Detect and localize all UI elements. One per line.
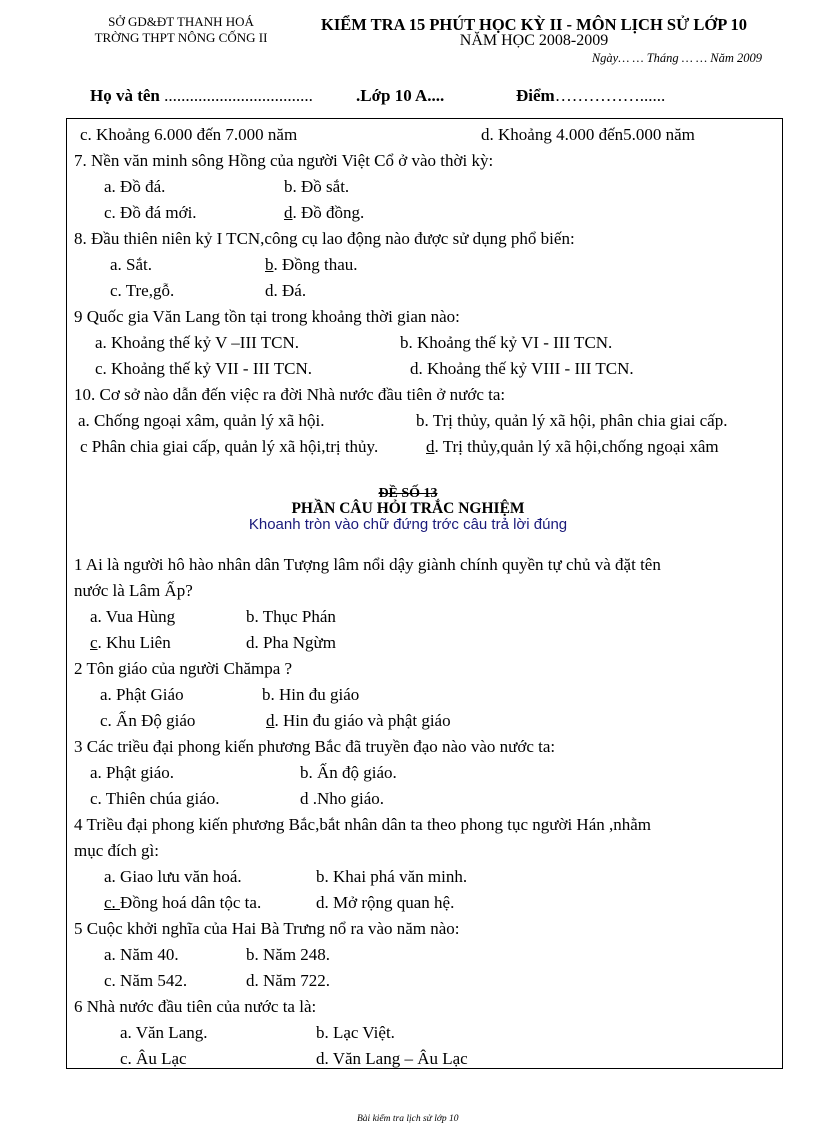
department-name: SỞ GD&ĐT THANH HOÁ xyxy=(108,14,254,29)
answer-option[interactable]: a. Phật giáo. xyxy=(90,763,175,782)
exam-code: ĐỀ SỐ 13 xyxy=(378,486,438,501)
answer-option[interactable]: b. Ấn độ giáo. xyxy=(300,763,397,782)
answer-option[interactable]: b. Năm 248. xyxy=(246,945,331,964)
section-title: PHẦN CÂU HỎI TRẮC NGHIỆM xyxy=(291,500,525,517)
name-field[interactable] xyxy=(90,86,313,106)
question-text: nước là Lâm Ấp? xyxy=(74,581,193,600)
question-text: mục đích gì: xyxy=(74,841,159,860)
answer-option[interactable] xyxy=(284,203,364,223)
question-text: 2 Tôn giáo của người Chămpa ? xyxy=(74,659,293,678)
question-text: 4 Triều đại phong kiến phương Bắc,bắt nhân dân ta theo phong tục người Hán ,nhằm xyxy=(74,815,652,834)
answer-option[interactable]: d. Pha Ngừm xyxy=(246,633,336,652)
answer-option[interactable]: a. Phật Giáo xyxy=(100,685,184,704)
score-field[interactable] xyxy=(516,86,665,106)
answer-text: . Hin đu giáo và phật giáo xyxy=(274,711,451,730)
answer-option[interactable]: c. Âu Lạc xyxy=(120,1049,187,1068)
answer-option[interactable]: d. Khoảng thế kỷ VIII - III TCN. xyxy=(410,359,634,378)
answer-option[interactable]: d. Đá. xyxy=(265,281,307,300)
answer-option[interactable]: a. Vua Hùng xyxy=(90,607,176,626)
answer-option[interactable]: a. Năm 40. xyxy=(104,945,179,964)
answer-option[interactable]: d. Khoảng 4.000 đến5.000 năm xyxy=(481,125,695,144)
answer-option[interactable]: a. Khoảng thế kỷ V –III TCN. xyxy=(95,333,299,352)
name-label: Họ và tên xyxy=(90,86,160,105)
question-text: 9 Quốc gia Văn Lang tồn tại trong khoảng thời gian nào: xyxy=(74,307,460,326)
answer-option[interactable]: c Phân chia giai cấp, quản lý xã hội,trị thủy. xyxy=(80,437,379,456)
page-footer: Bài kiểm tra lịch sử lớp 10 xyxy=(357,1114,459,1124)
answer-text: Đồng hoá dân tộc ta. xyxy=(120,893,262,912)
answer-option[interactable]: c. Thiên chúa giáo. xyxy=(90,789,220,808)
question-text: 8. Đầu thiên niên kỷ I TCN,công cụ lao động nào được sử dụng phổ biến: xyxy=(74,229,575,248)
answer-option[interactable]: b. Khai phá văn minh. xyxy=(316,867,468,886)
school-header xyxy=(66,14,296,46)
answer-option[interactable]: a. Chống ngoại xâm, quản lý xã hội. xyxy=(78,411,325,430)
answer-option[interactable] xyxy=(90,633,171,653)
answer-option[interactable] xyxy=(265,255,358,275)
exam-header xyxy=(300,16,768,49)
answer-option[interactable]: c. Khoảng 6.000 đến 7.000 năm xyxy=(80,125,298,144)
answer-text: . Đồ đồng. xyxy=(292,203,365,222)
answer-option[interactable]: d .Nho giáo. xyxy=(300,789,385,808)
question-text: 5 Cuộc khởi nghĩa của Hai Bà Trưng nổ ra vào năm nào: xyxy=(74,919,460,938)
question-text: 1 Ai là người hô hào nhân dân Tượng lâm nổi dậy giành chính quyền tự chủ và đặt tên xyxy=(74,555,661,574)
exam-date: Ngày… … Tháng … … Năm 2009 xyxy=(591,51,762,65)
answer-letter: d xyxy=(266,711,275,730)
answer-option[interactable]: d. Năm 722. xyxy=(246,971,331,990)
answer-text: . Khu Liên xyxy=(97,633,171,652)
answer-option[interactable] xyxy=(104,893,261,913)
answer-text: . Trị thủy,quản lý xã hội,chống ngoại xâm xyxy=(434,437,719,456)
answer-option[interactable]: b. Khoảng thế kỷ VI - III TCN. xyxy=(400,333,613,352)
answer-letter: c xyxy=(90,633,98,652)
instruction-text: Khoanh tròn vào chữ đứng trớc câu trả lời đúng xyxy=(248,516,568,533)
answer-option[interactable]: b. Lạc Việt. xyxy=(316,1023,395,1042)
answer-option[interactable] xyxy=(266,711,451,731)
answer-option[interactable]: a. Sắt. xyxy=(110,255,153,274)
answer-option[interactable]: b. Hin đu giáo xyxy=(262,685,360,704)
answer-letter: d xyxy=(284,203,293,222)
class-field[interactable]: .Lớp 10 A.... xyxy=(356,86,445,105)
answer-option[interactable]: c. Đồ đá mới. xyxy=(104,203,197,222)
answer-option[interactable]: d. Văn Lang – Âu Lạc xyxy=(316,1049,468,1068)
answer-option[interactable]: b. Thục Phán xyxy=(246,607,336,626)
score-label: Điểm xyxy=(516,86,555,105)
answer-text: . Đồng thau. xyxy=(273,255,358,274)
answer-option[interactable]: c. Khoảng thế kỷ VII - III TCN. xyxy=(95,359,313,378)
answer-option[interactable]: c. Tre,gỗ. xyxy=(110,281,175,300)
answer-option[interactable]: d. Mở rộng quan hệ. xyxy=(316,893,455,912)
answer-option[interactable]: b. Đồ sắt. xyxy=(284,177,350,196)
question-text: 3 Các triều đại phong kiến phương Bắc đã truyền đạo nào vào nước ta: xyxy=(74,737,556,756)
name-dots: ................................... xyxy=(164,86,313,105)
answer-option[interactable]: a. Đồ đá. xyxy=(104,177,166,196)
answer-option[interactable]: c. Năm 542. xyxy=(104,971,188,990)
answer-option[interactable]: b. Trị thủy, quản lý xã hội, phân chia giai cấp. xyxy=(416,411,728,430)
exam-title: KIỂM TRA 15 PHÚT HỌC KỲ II - MÔN LỊCH SỬ LỚP 10 xyxy=(321,15,747,34)
answer-letter: c. xyxy=(104,893,121,912)
question-text: 10. Cơ sở nào dẫn đến việc ra đời Nhà nước đầu tiên ở nước ta: xyxy=(74,385,506,404)
score-dots: ……………...... xyxy=(554,86,666,105)
answer-option[interactable]: a. Văn Lang. xyxy=(120,1023,208,1042)
answer-option[interactable] xyxy=(426,437,719,457)
answer-option[interactable]: a. Giao lưu văn hoá. xyxy=(104,867,242,886)
answer-letter: b xyxy=(265,255,274,274)
school-year: NĂM HỌC 2008-2009 xyxy=(459,32,609,49)
school-name: TRỜNG THPT NÔNG CỐNG II xyxy=(94,30,268,45)
answer-option[interactable]: c. Ấn Độ giáo xyxy=(100,711,196,730)
question-text: 7. Nền văn minh sông Hồng của người Việt Cổ ở vào thời kỳ: xyxy=(74,151,494,170)
answer-letter: d xyxy=(426,437,435,456)
question-text: 6 Nhà nước đầu tiên của nước ta là: xyxy=(74,997,317,1016)
